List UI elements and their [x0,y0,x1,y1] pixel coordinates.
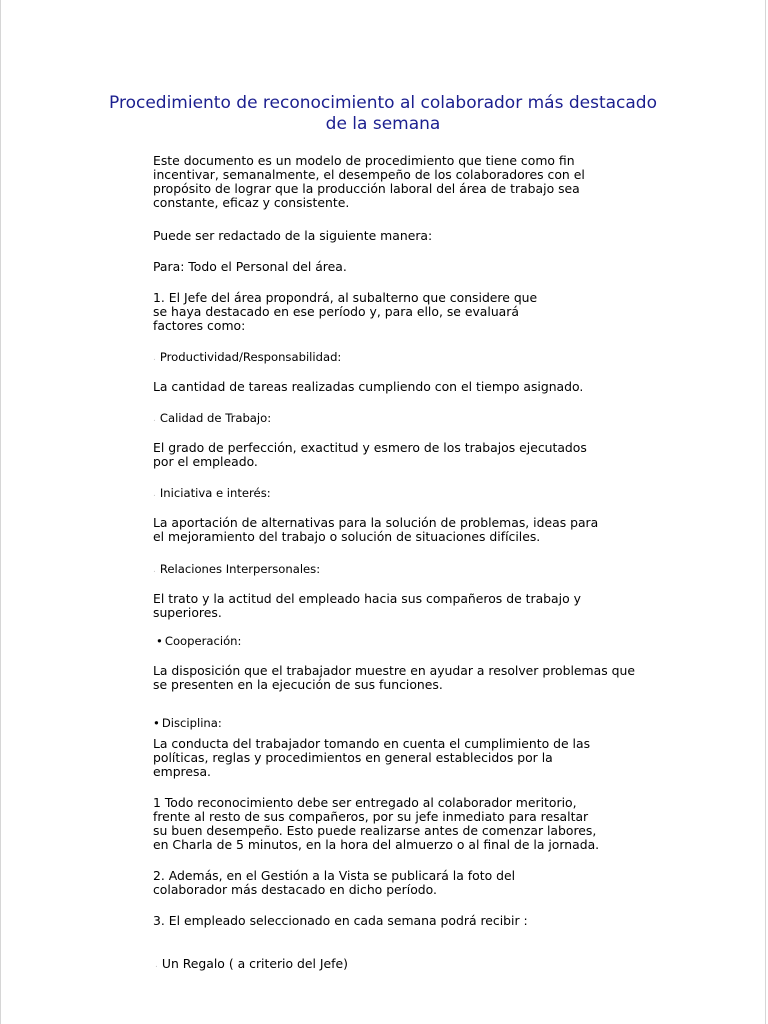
intro-paragraph: Este documento es un modelo de procedimiento que tiene como fin incentivar, semanalmente, el desempeño de los colaboradores con el propósito de lograr que la producción laboral del área de trabajo sea constante, eficaz y consistente. [153,153,585,210]
criterion-description-productividad: La cantidad de tareas realizadas cumpliendo con el tiempo asignado. [153,379,584,394]
recognition-note: 1 Todo reconocimiento debe ser entregado al colaborador meritorio, frente al resto de sus compañeros, por su jefe inmediato para resaltar su buen desempeño. Esto puede realizarse antes de comenzar labores, en Charla de 5 minutos, en la hora del almuerzo o al final de la jornada. [153,795,600,852]
reward-label: Un Regalo ( a criterio del Jefe) [161,956,348,971]
criterion-heading-calidad [153,411,271,426]
criterion-heading-label: Cooperación: [164,634,242,648]
redaction-note: Puede ser redactado de la siguiente manera: [153,228,433,243]
criterion-heading-cooperacion [156,634,241,648]
point-2-paragraph: 2. Además, en el Gestión a la Vista se publicará la foto del colaborador más destacado en dicho período. [153,868,516,897]
criterion-heading-disciplina [153,716,222,730]
criterion-heading-label: Relaciones Interpersonales: [159,562,321,576]
criterion-description-relaciones: El trato y la actitud del empleado hacia sus compañeros de trabajo y superiores. [153,591,581,620]
criterion-heading-label: Calidad de Trabajo: [159,411,272,425]
criterion-heading-productividad [153,350,341,365]
bullet-marker: . [153,352,156,363]
addressee-line: Para: Todo el Personal del área. [153,259,347,274]
bullet-marker: • [156,634,163,648]
reward-item [155,957,348,972]
bullet-marker: . [153,488,156,499]
criterion-heading-label: Iniciativa e interés: [159,486,271,500]
document-title: Procedimiento de reconocimiento al colaborador más destacado de la semana [109,93,657,134]
bullet-marker: . [153,564,156,575]
bullet-marker: . [155,959,158,970]
criterion-description-cooperacion: La disposición que el trabajador muestre en ayudar a resolver problemas que se presenten en la ejecución de sus funciones. [153,663,635,692]
criterion-heading-iniciativa [153,486,271,501]
criterion-description-iniciativa: La aportación de alternativas para la solución de problemas, ideas para el mejoramiento del trabajo o solución de situaciones difíciles. [153,515,599,544]
point-3-paragraph: 3. El empleado seleccionado en cada semana podrá recibir : [153,913,528,928]
criterion-heading-relaciones [153,562,320,577]
criterion-heading-label: Disciplina: [161,716,222,730]
criterion-heading-label: Productividad/Responsabilidad: [159,350,342,364]
point-1-paragraph: 1. El Jefe del área propondrá, al subalterno que considere que se haya destacado en ese período y, para ello, se evaluará factores como: [153,290,538,333]
bullet-marker: . [153,413,156,424]
criterion-description-disciplina: La conducta del trabajador tomando en cuenta el cumplimiento de las políticas, reglas y procedimientos en general establecidos por la empresa. [153,736,591,779]
criterion-description-calidad: El grado de perfección, exactitud y esmero de los trabajos ejecutados por el empleado. [153,440,587,469]
bullet-marker: • [153,716,160,730]
